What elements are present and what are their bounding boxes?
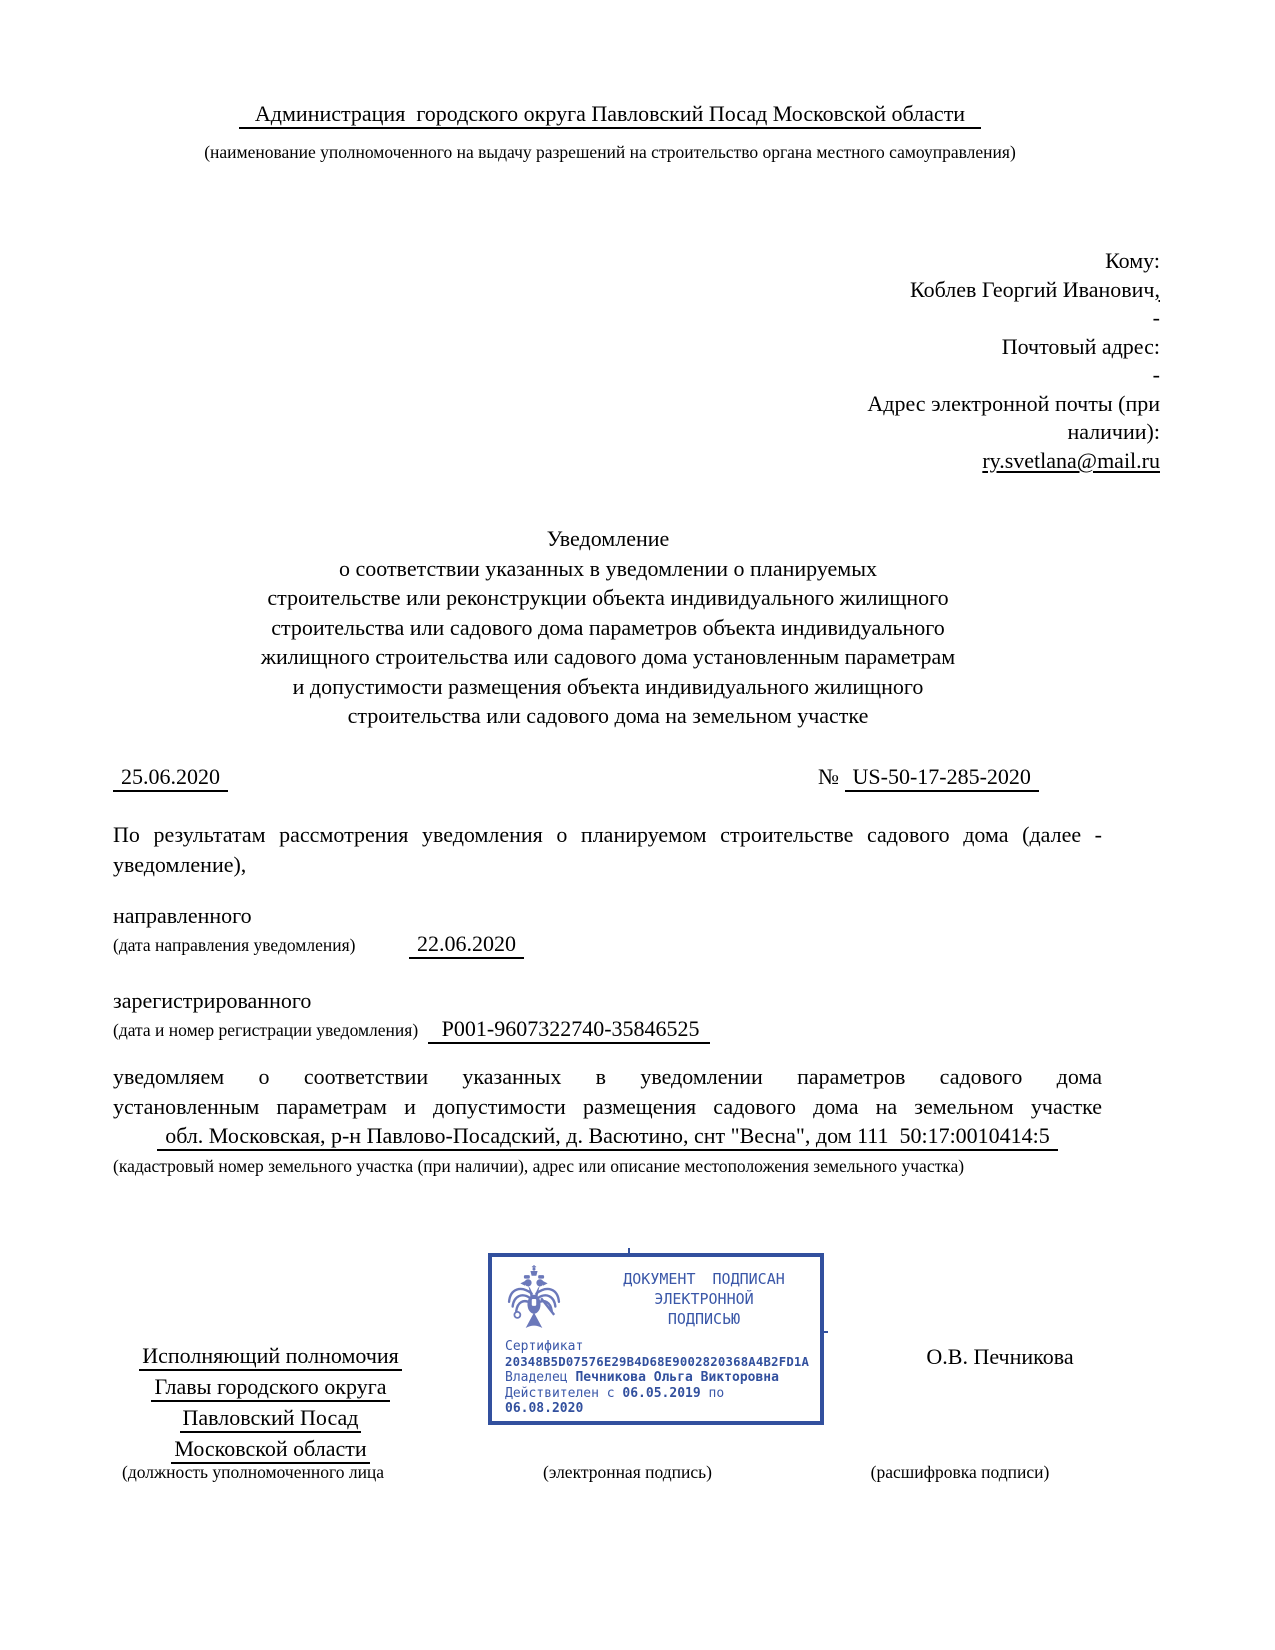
recipient-name: Коблев Георгий Иванович (910, 276, 1155, 302)
esign-caption: (электронная подпись) (543, 1462, 712, 1482)
signatory-name: О.В. Печникова (926, 1344, 1074, 1369)
title-line: Уведомление (546, 526, 670, 551)
owner-label: Владелец (505, 1370, 568, 1385)
owner-name: Печникова Ольга Викторовна (575, 1370, 779, 1385)
certificate-validity-line-2 (505, 1401, 815, 1417)
number-sign: № (818, 764, 839, 789)
title-line: о соответствии указанных в уведомлении о планируемых (338, 555, 878, 581)
recipient-email-line (640, 447, 1160, 476)
stamp-certificate-block (505, 1339, 815, 1417)
document-date: 25.06.2020 (113, 764, 228, 792)
registered-number-field: P001-9607322740-35846525 (428, 1016, 710, 1044)
stamp-right-tick (820, 1331, 828, 1333)
registered-row (113, 1016, 710, 1044)
position-line: Главы городского округа (113, 1371, 428, 1402)
email-link[interactable]: ry.svetlana@mail.ru (982, 447, 1160, 473)
paragraph-result-line-1: По результатам рассмотрения уведомления о планируемом строительстве садового дома (далее - (113, 822, 1102, 847)
document-date-wrap (113, 764, 228, 792)
stamp-title-line-1: ДОКУМЕНТ ПОДПИСАН (623, 1270, 785, 1288)
land-plot-address: обл. Московская, р-н Павлово-Посадский, д. Васютино, снт "Весна", дом 111 50:17:0010414:5 (157, 1123, 1058, 1151)
paragraph-compliance (113, 1062, 1102, 1122)
valid-conjunction: по (708, 1385, 725, 1401)
sent-row (113, 931, 524, 959)
document-number: US-50-17-285-2020 (845, 764, 1039, 792)
registered-caption: (дата и номер регистрации уведомления) (113, 1020, 419, 1040)
stamp-title-line-3: ПОДПИСЬЮ (667, 1310, 741, 1328)
sent-date-field: 22.06.2020 (409, 931, 524, 959)
position-caption: (должность уполномоченного лица (122, 1462, 385, 1482)
valid-prefix: Действителен с (505, 1385, 615, 1401)
recipient-email-label-2: наличии): (1067, 419, 1160, 444)
certificate-owner-line (505, 1370, 815, 1386)
paragraph-compliance-line-2: установленным параметрам и допустимости размещения садового дома на земельном участке (113, 1094, 1102, 1119)
recipient-postal-label: Почтовый адрес: (1001, 333, 1160, 359)
title-line: строительстве или реконструкции объекта индивидуального жилищного (267, 585, 949, 610)
certificate-number: 20348B5D07576E29B4D68E9002820368A4B2FD1A (505, 1354, 810, 1369)
title-line: строительства или садового дома на земельном участке (347, 703, 869, 728)
sent-caption: (дата направления уведомления) (113, 935, 356, 955)
title-line: жилищного строительства или садового дома установленным параметрам (260, 644, 956, 669)
land-plot-address-wrap (113, 1123, 1102, 1151)
recipient-dash-2: - (1152, 362, 1160, 387)
document-number-wrap (818, 764, 1039, 792)
recipient-block (640, 247, 1160, 475)
title-line: строительства или садового дома параметров объекта индивидуального (271, 614, 945, 640)
recipient-email-label-1: Адрес электронной почты (при (867, 390, 1160, 416)
issuing-authority-caption: (наименование уполномоченного на выдачу разрешений на строительство органа местного самоуправления) (204, 142, 1016, 162)
recipient-name-line (640, 276, 1160, 305)
electronic-signature-stamp (488, 1253, 824, 1425)
signatory-position-block (113, 1340, 428, 1464)
name-caption: (расшифровка подписи) (870, 1462, 1050, 1482)
certificate-validity-line-1 (505, 1386, 815, 1402)
paragraph-result-line-2: уведомление), (113, 852, 247, 877)
stamp-top-tick (628, 1248, 630, 1257)
position-line: Исполняющий полномочия (113, 1340, 428, 1371)
land-plot-address-caption: (кадастровый номер земельного участка (при наличии), адрес или описание местоположения земельного участка) (113, 1156, 965, 1176)
stamp-title (594, 1269, 814, 1329)
valid-to-date: 06.08.2020 (505, 1401, 584, 1416)
russian-coat-of-arms-eagle-icon (504, 1265, 564, 1341)
recipient-name-comma: , (1154, 276, 1160, 302)
sent-label: направленного (113, 903, 252, 928)
position-line: Московской области (113, 1433, 428, 1464)
stamp-title-line-2: ЭЛЕКТРОННОЙ (654, 1290, 754, 1308)
position-line: Павловский Посад (113, 1402, 428, 1433)
paragraph-compliance-line-1: уведомляем о соответствии указанных в уведомлении параметров садового дома (113, 1064, 1102, 1089)
certificate-label: Сертификат (505, 1339, 584, 1354)
recipient-to-label: Кому: (1105, 248, 1160, 273)
valid-from-date: 06.05.2019 (622, 1385, 701, 1401)
registered-label: зарегистрированного (113, 988, 312, 1013)
title-line: и допустимости размещения объекта индивидуального жилищного (292, 673, 924, 699)
notification-title (113, 524, 1103, 731)
recipient-dash-1: - (1152, 305, 1160, 330)
header-org-line (30, 100, 1190, 129)
issuing-authority-name: Администрация городского округа Павловский Посад Московской области (239, 100, 981, 129)
paragraph-result (113, 820, 1102, 880)
